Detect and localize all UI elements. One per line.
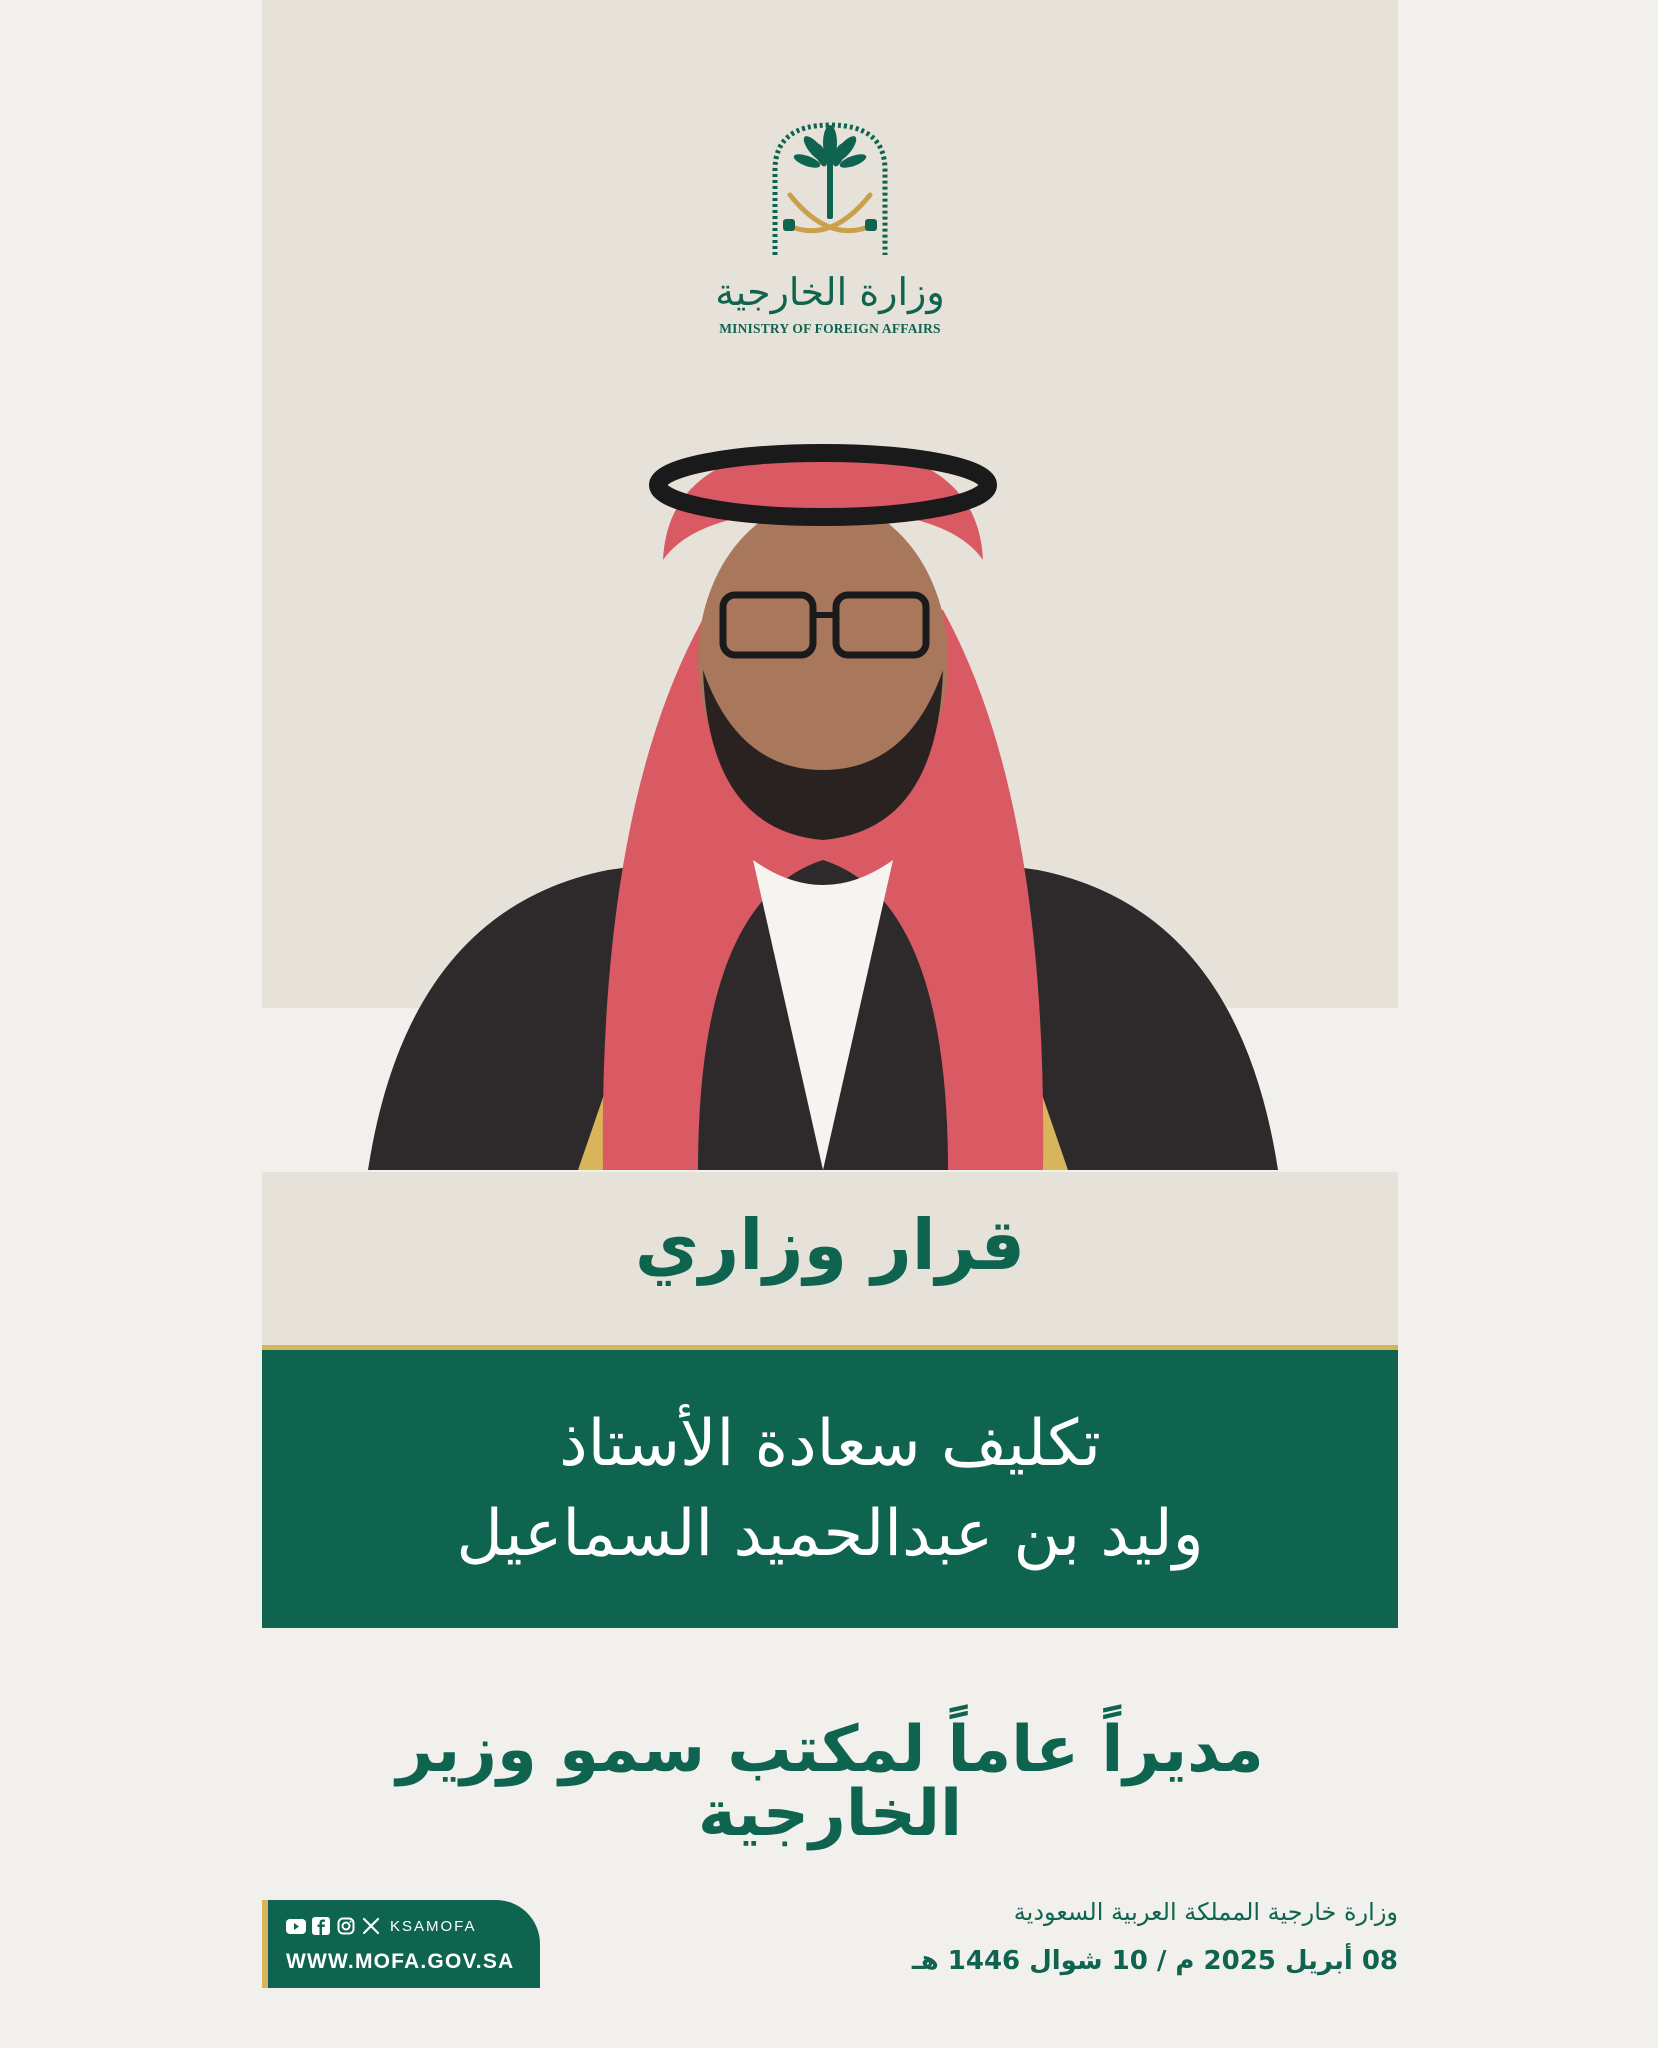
ministry-logo [700,115,960,360]
social-badge [262,1900,540,1988]
instagram-icon[interactable] [336,1916,356,1936]
palm-swords-emblem-icon [755,115,905,265]
footer-info [912,1898,1398,1976]
position-title: مديراً عاماً لمكتب سمو وزير الخارجية [396,1713,1264,1851]
ministry-name-arabic: وزارة الخارجية [715,270,945,314]
social-icons [286,1914,477,1938]
social-handle[interactable]: KSAMOFA [390,1917,477,1935]
website-link[interactable]: WWW.MOFA.GOV.SA [286,1950,515,1973]
decision-heading: قرار وزاري [634,1204,1026,1286]
announcement-line-1: تكليف سعادة الأستاذ [559,1407,1101,1481]
announcement-line-2: وليد بن عبدالحميد السماعيل [456,1497,1204,1571]
youtube-icon[interactable] [286,1916,306,1936]
publication-date: 08 أبريل 2025 م / 10 شوال 1446 هـ [911,1946,1398,1976]
x-icon[interactable] [361,1916,381,1936]
facebook-icon[interactable] [311,1916,331,1936]
official-portrait [348,440,1298,1170]
organization-name: وزارة خارجية المملكة العربية السعودية [1013,1898,1398,1926]
announcement-band [262,1350,1398,1628]
title-band [262,1172,1398,1350]
ministry-name-english: MINISTRY OF FOREIGN AFFAIRS [719,321,941,336]
